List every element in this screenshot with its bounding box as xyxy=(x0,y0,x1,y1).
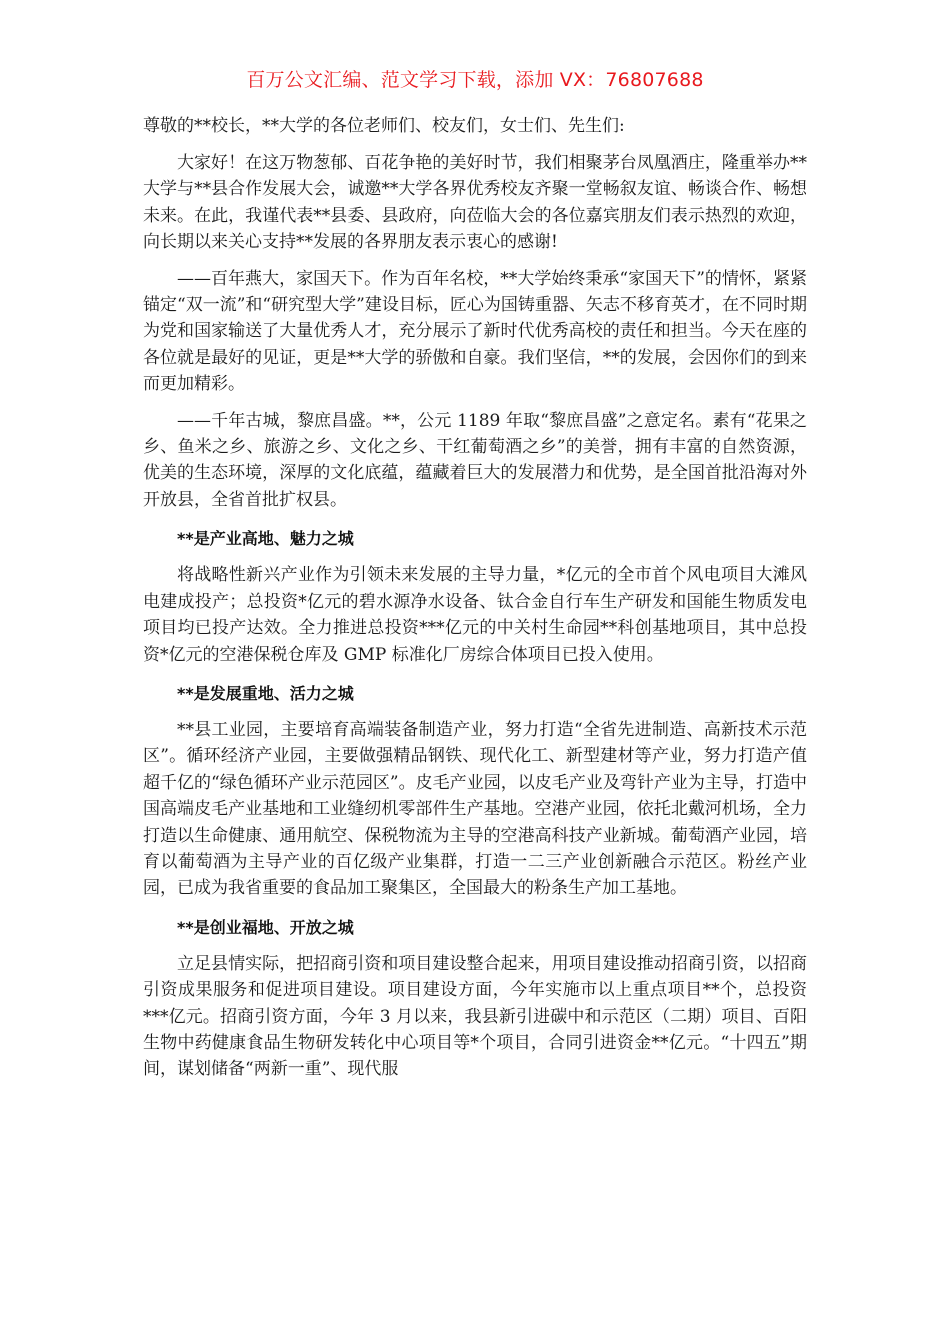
section-body-industry: 将战略性新兴产业作为引领未来发展的主导力量，*亿元的全市首个风电项目大滩风电建成投产；总投资*亿元的碧水源净水设备、钛合金自行车生产研发和国能生物质发电项目均已投产达效。全力推进总投资***亿元的中关村生命园**科创基地项目，其中总投资*亿元的空港保税仓库及 GMP 标准化厂房综合体项目已投入使用。 xyxy=(143,565,807,665)
section-body-entrepreneurship: 立足县情实际，把招商引资和项目建设整合起来，用项目建设推动招商引资，以招商引资成果服务和促进项目建设。项目建设方面，今年实施市以上重点项目**个，总投资***亿元。招商引资方面，今年 3 月以来，我县新引进碳中和示范区（二期）项目、百阳生物中药健康食品生物研发转化中心项目等*个项目，合同引进资金**亿元。“十四五”期间，谋划储备“两新一重”、现代服 xyxy=(143,953,807,1080)
section-body-development: **县工业园，主要培育高端装备制造产业，努力打造“全省先进制造、高新技术示范区”。循环经济产业园，主要做强精品钢铁、现代化工、新型建材等产业，努力打造产值超千亿的“绿色循环产业示范园区”。皮毛产业园，以皮毛产业及弯针产业为主导，打造中国高端皮毛产业基地和工业缝纫机零部件生产基地。空港产业园，依托北戴河机场，全力打造以生命健康、通用航空、保税物流为主导的空港高科技产业新城。葡萄酒产业园，培育以葡萄酒为主导产业的百亿级产业集群，打造一二三产业创新融合示范区。粉丝产业园，已成为我省重要的食品加工聚集区，全国最大的粉条生产加工基地。 xyxy=(143,719,807,899)
paragraph-university: ——百年燕大，家国天下。作为百年名校，**大学始终秉承“家国天下”的情怀，紧紧锚定“双一流”和“研究型大学”建设目标，匠心为国铸重器、矢志不移育英才，在不同时期为党和国家输送了大量优秀人才，充分展示了新时代优秀高校的责任和担当。今天在座的各位就是最好的见证，更是**大学的骄傲和自豪。我们坚信，**的发展，会因你们的到来而更加精彩。 xyxy=(143,268,807,395)
paragraph-welcome: 大家好！在这万物葱郁、百花争艳的美好时节，我们相聚茅台凤凰酒庄，隆重举办**大学与**县合作发展大会，诚邀**大学各界优秀校友齐聚一堂畅叙友谊、畅谈合作、畅想未来。在此，我谨代表**县委、县政府，向莅临大会的各位嘉宾朋友们表示热烈的欢迎，向长期以来关心支持**发展的各界朋友表示衷心的感谢! xyxy=(143,153,807,253)
paragraph-ancient-city: ——千年古城，黎庶昌盛。**，公元 1189 年取“黎庶昌盛”之意定名。素有“花果之乡、鱼米之乡、旅游之乡、文化之乡、干红葡萄酒之乡”的美誉，拥有丰富的自然资源，优美的生态环境，深厚的文化底蕴，蕴藏着巨大的发展潜力和优势，是全国首批沿海对外开放县，全省首批扩权县。 xyxy=(143,410,807,510)
document-body xyxy=(143,113,807,1083)
section-heading-industry: **是产业高地、魅力之城 xyxy=(177,529,354,549)
section-heading-entrepreneurship: **是创业福地、开放之城 xyxy=(177,917,354,937)
salutation: 尊敬的**校长，**大学的各位老师们、校友们，女士们、先生们: xyxy=(143,116,625,136)
section-heading-development: **是发展重地、活力之城 xyxy=(177,683,354,703)
header-banner: 百万公文汇编、范文学习下载，添加 VX：76807688 xyxy=(246,69,704,91)
